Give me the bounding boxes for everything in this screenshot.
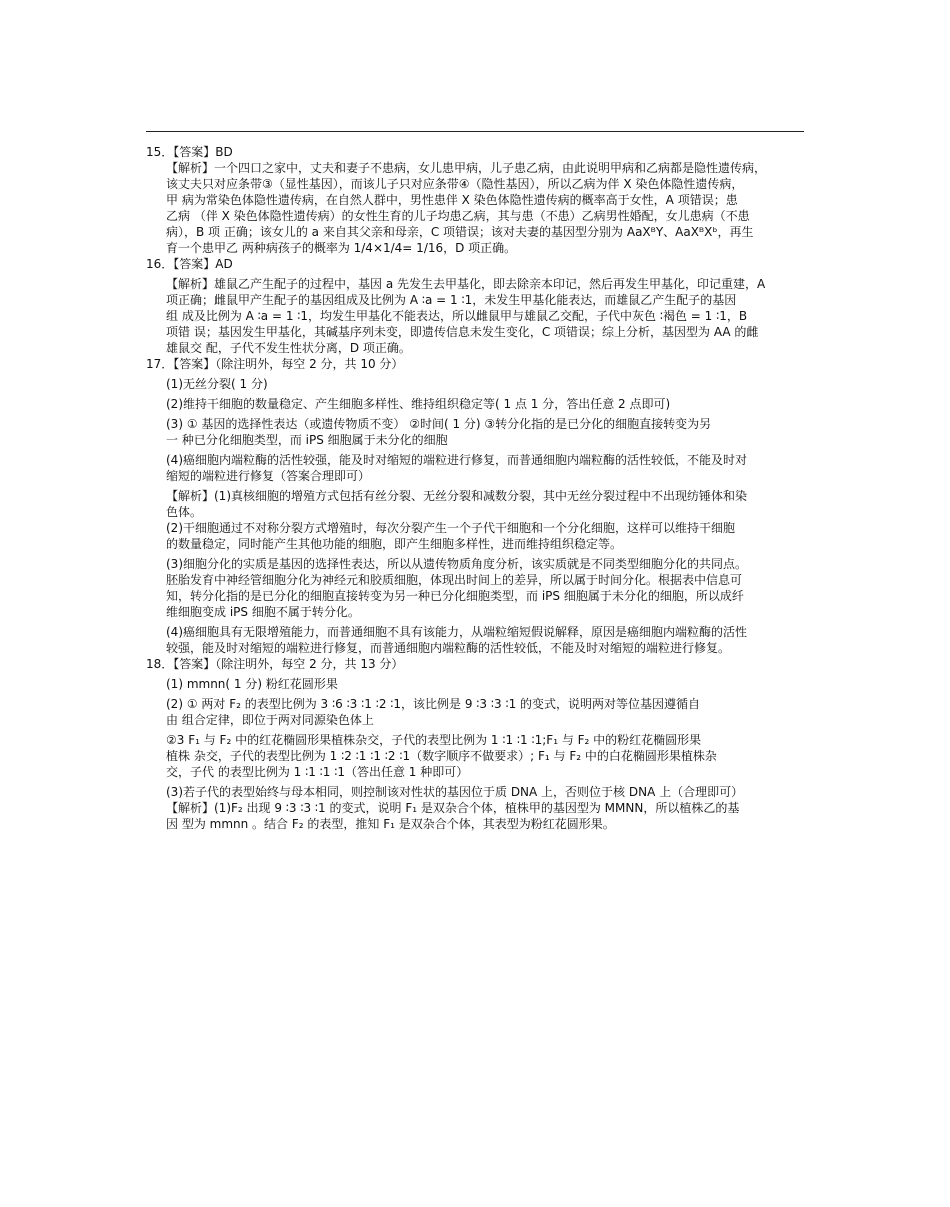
q18-item-3-cont: 植株 杂交，子代的表型比例为 1 ∶2 ∶1 ∶1 ∶2 ∶1（数字顺序不做要求）; F₁ 与 F₂ 中的白花椭圆形果植株杂 (166, 749, 717, 763)
q17-analysis-2-cont: 的数量稳定，同时能产生其他功能的细胞，即产生细胞多样性，进而维持组织稳定等。 (166, 537, 623, 551)
q15-line: 该丈夫只对应条带③（显性基因），而该儿子只对应条带④（隐性基因），所以乙病为伴 X 染色体隐性遗传病， (166, 177, 744, 191)
q15-line: 甲 病为常染色体隐性遗传病，在自然人群中，男性患伴 X 染色体隐性遗传病的概率高于女性，A 项错误；患 (166, 193, 738, 207)
q15-line: 育一个患甲乙 两种病孩子的概率为 1/4×1/4= 1/16，D 项正确。 (166, 241, 517, 255)
q18-item-3: ②3 F₁ 与 F₂ 中的红花椭圆形果植株杂交，子代的表型比例为 1 ∶1 ∶1 ∶1;F₁ 与 F₂ 中的粉红花椭圆形果 (166, 733, 702, 747)
q17-item-2: (2)维持干细胞的数量稳定、产生细胞多样性、维持组织稳定等( 1 点 1 分，答出任意 2 点即可) (166, 397, 671, 411)
q15-line: 乙病 （伴 X 染色体隐性遗传病）的女性生育的儿子均患乙病，其与患（不患）乙病男性婚配，女儿患病（不患 (166, 209, 750, 223)
q15-answer: 15．【答案】BD (146, 145, 233, 159)
q18-item-2-cont: 由 组合定律，即位于两对同源染色体上 (166, 713, 374, 727)
q18-answer: 18．【答案】（除注明外，每空 2 分，共 13 分） (146, 657, 404, 671)
q17-answer: 17．【答案】（除注明外，每空 2 分，共 10 分） (146, 357, 404, 371)
q16-line: 项正确；雌鼠甲产生配子的基因组成及比例为 A ∶a = 1 ∶1，未发生甲基化能表达，而雄鼠乙产生配子的基因 (166, 293, 737, 307)
q17-item-4-cont: 缩短的端粒进行修复（答案合理即可） (166, 469, 371, 483)
q15-analysis (146, 160, 806, 256)
q16-answer: 16．【答案】AD (146, 257, 233, 271)
q17-item-1: (1)无丝分裂( 1 分) (166, 377, 268, 391)
q18-analysis-cont: 因 型为 mmnn 。结合 F₂ 的表型，推知 F₁ 是双杂合个体，其表型为粉红花圆形果。 (166, 817, 615, 831)
q17-analysis-3-cont: 胚胎发育中神经管细胞分化为神经元和胶质细胞，体现出时间上的差异，所以属于时间分化。根据表中信息可 (166, 573, 743, 587)
q18-item-1: (1) mmnn( 1 分) 粉红花圆形果 (166, 677, 338, 691)
header-rule (146, 131, 804, 132)
q15-line: 【解析】一个四口之家中，丈夫和妻子不患病，女儿患甲病，儿子患乙病，由此说明甲病和乙病都是隐性遗传病， (166, 161, 767, 175)
q16-line: 【解析】雄鼠乙产生配子的过程中，基因 a 先发生去甲基化，即去除亲本印记，然后再发生甲基化，印记重建，A (166, 277, 766, 291)
q17-item-4: (4)癌细胞内端粒酶的活性较强，能及时对缩短的端粒进行修复，而普通细胞内端粒酶的活性较低，不能及时对 (166, 453, 748, 467)
q16-line: 雄鼠交 配，子代不发生性状分离，D 项正确。 (166, 341, 411, 355)
q15-line: 病），B 项 正确；该女儿的 a 来自其父亲和母亲，C 项错误；该对夫妻的基因型分别为 AaXᴮY、AaXᴮXᵇ，再生 (166, 225, 754, 239)
q16-analysis (146, 276, 806, 356)
q16-line: 项错 误；基因发生甲基化，其碱基序列未变，即遗传信息未发生变化，C 项错误；综上分析，基因型为 AA 的雌 (166, 325, 759, 339)
q17-analysis-3-cont: 维细胞变成 iPS 细胞不属于转分化。 (166, 605, 360, 619)
q17-analysis-4-cont: 较强，能及时对缩短的端粒进行修复，而普通细胞内端粒酶的活性较低，不能及时对缩短的端粒进行修复。 (166, 641, 731, 655)
q17-analysis-3: (3)细胞分化的实质是基因的选择性表达，所以从遗传物质角度分析，该实质就是不同类型细胞分化的共同点。 (166, 557, 748, 571)
q18-analysis: 【解析】(1)F₂ 出现 9 ∶3 ∶3 ∶1 的变式，说明 F₁ 是双杂合个体，植株甲的基因型为 MMNN，所以植株乙的基 (166, 801, 740, 815)
q18-item-2: (2) ① 两对 F₂ 的表型比例为 3 ∶6 ∶3 ∶1 ∶2 ∶1，该比例是 9 ∶3 ∶3 ∶1 的变式，说明两对等位基因遵循自 (166, 697, 701, 711)
q17-analysis-2: (2)干细胞通过不对称分裂方式增殖时，每次分裂产生一个子代干细胞和一个分化细胞，这样可以维持干细胞 (166, 521, 736, 535)
q18-item-3-cont: 交，子代 的表型比例为 1 ∶1 ∶1 ∶1（答出任意 1 种即可） (166, 765, 469, 779)
q17-items (146, 372, 806, 656)
q17-analysis-4: (4)癌细胞具有无限增殖能力，而普通细胞不具有该能力，从端粒缩短假说解释，原因是癌细胞内端粒酶的活性 (166, 625, 748, 639)
q18-items (146, 672, 806, 832)
answer-content (146, 144, 806, 832)
q17-item-3-cont: 一 种已分化细胞类型，而 iPS 细胞属于未分化的细胞 (166, 433, 448, 447)
q18-item-4: (3)若子代的表型始终与母本相同，则控制该对性状的基因位于质 DNA 上，否则位于核 DNA 上（合理即可） (166, 785, 744, 799)
q17-analysis-1: 【解析】(1)真核细胞的增殖方式包括有丝分裂、无丝分裂和减数分裂，其中无丝分裂过程中不出现纺锤体和染 (166, 489, 748, 503)
q17-analysis-3-cont: 知，转分化指的是已分化的细胞直接转变为另一种已分化细胞类型，而 iPS 细胞属于未分化的细胞，所以成纤 (166, 589, 744, 603)
q17-analysis-1-cont: 色体。 (166, 505, 203, 519)
q16-line: 组 成及比例为 A ∶a = 1 ∶1，均发生甲基化不能表达，所以雌鼠甲与雄鼠乙交配，子代中灰色 ∶褐色 = 1 ∶1，B (166, 309, 748, 323)
q17-item-3: (3) ① 基因的选择性表达（或遗传物质不变） ②时间( 1 分) ③转分化指的是已分化的细胞直接转变为另 (166, 417, 712, 431)
